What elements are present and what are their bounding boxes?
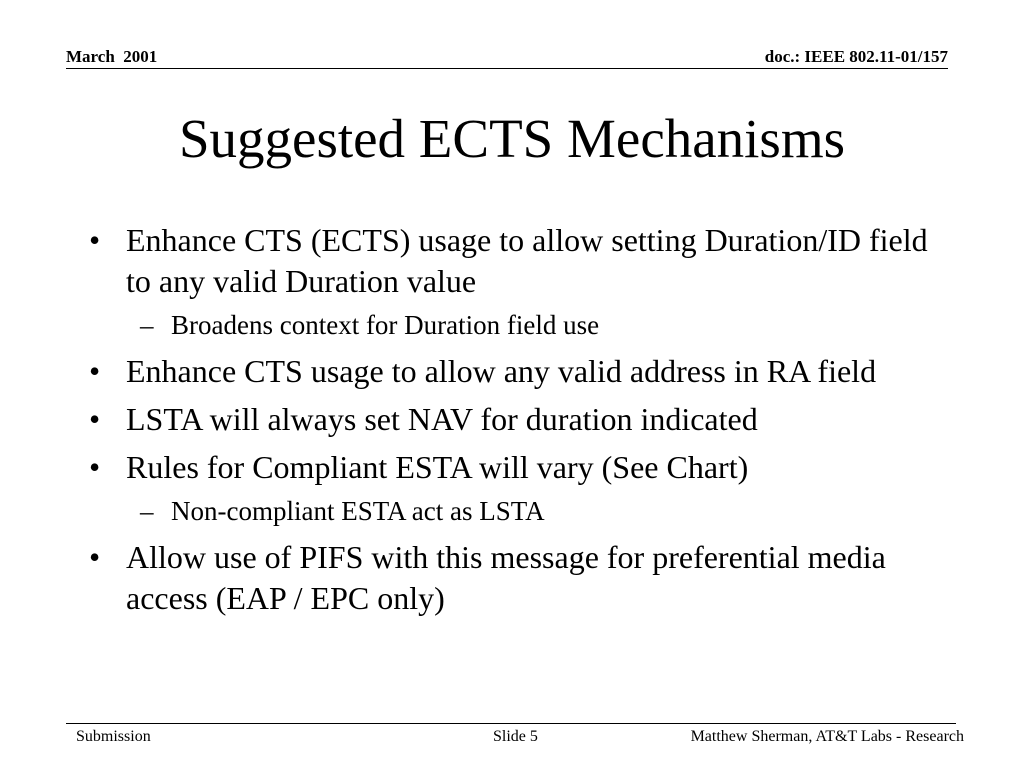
header-date: March 2001	[66, 47, 158, 66]
bullet-text: Enhance CTS usage to allow any valid address in RA field	[126, 353, 877, 389]
footer-submission: Submission	[76, 728, 151, 745]
bullet-text: Allow use of PIFS with this message for preferential media access (EAP / EPC only)	[126, 539, 886, 616]
sub-bullet-marker: –	[140, 496, 154, 526]
slide-title: Suggested ECTS Mechanisms	[178, 108, 846, 169]
bullet-item	[0, 220, 1024, 302]
header-doc-id: doc.: IEEE 802.11-01/157	[764, 47, 948, 66]
header-divider	[66, 68, 948, 69]
sub-bullet-item	[0, 494, 1024, 528]
sub-bullet-marker: –	[140, 310, 154, 340]
bullet-item	[0, 351, 1024, 392]
bullet-text: Enhance CTS (ECTS) usage to allow setting Duration/ID field to any valid Duration value	[126, 222, 928, 299]
bullet-marker: •	[89, 222, 101, 258]
bullet-item	[0, 399, 1024, 440]
bullet-list	[0, 220, 1024, 626]
sub-bullet-item	[0, 308, 1024, 342]
bullet-marker: •	[89, 401, 101, 437]
bullet-marker: •	[89, 449, 101, 485]
footer-slide-number: Slide 5	[493, 728, 538, 745]
sub-bullet-text: Non-compliant ESTA act as LSTA	[171, 496, 545, 526]
bullet-item	[0, 447, 1024, 488]
bullet-text: LSTA will always set NAV for duration indicated	[126, 401, 758, 437]
bullet-item	[0, 537, 1024, 619]
sub-bullet-text: Broadens context for Duration field use	[171, 310, 600, 340]
footer-author: Matthew Sherman, AT&T Labs - Research	[690, 728, 964, 745]
bullet-marker: •	[89, 353, 101, 389]
footer-divider	[66, 723, 956, 724]
bullet-marker: •	[89, 539, 101, 575]
bullet-text: Rules for Compliant ESTA will vary (See Chart)	[126, 449, 749, 485]
